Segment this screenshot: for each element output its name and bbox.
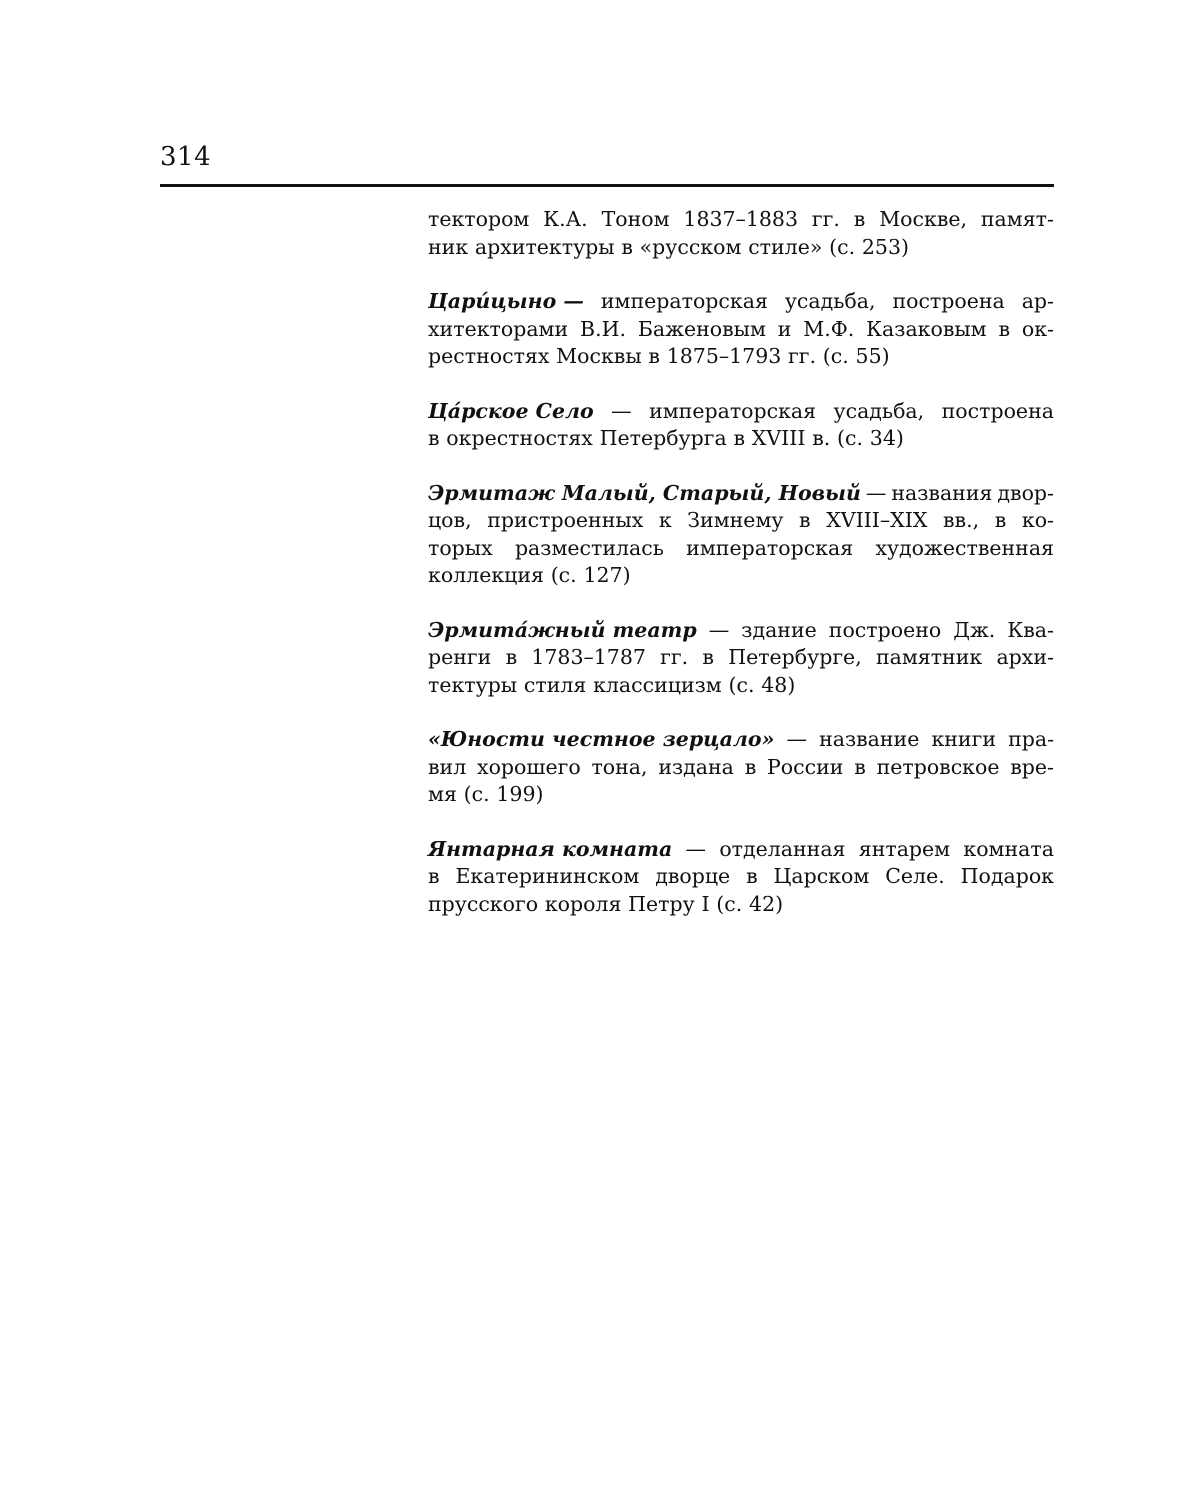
entry-line: вил хорошего тона, издана в России в петровское вре-: [428, 754, 1054, 779]
entry-line: ренги в 1783–1787 гг. в Петербурге, памятник архи-: [428, 645, 1054, 669]
entry-line: в окрестностях Петербурга в XVIII в. (с. 34): [428, 426, 904, 450]
entry-line: хитекторами В.И. Баженовым и М.Ф. Казаковым в ок-: [428, 316, 1054, 341]
glossary-entry: [428, 726, 1054, 809]
glossary-column: [428, 206, 1054, 945]
entry-line: цов, пристроенных к Зимнему в XVIII–XIX вв., в ко-: [428, 508, 1054, 532]
entry-line: «Юности честное зерцало» — название книги пра-: [428, 726, 1054, 754]
glossary-entry: [428, 288, 1054, 371]
entry-term: Янтарная комната: [428, 836, 673, 861]
entry-line: Янтарная комната — отделанная янтарем комната: [428, 836, 1054, 864]
page-number: 314: [160, 142, 212, 172]
entry-line: тектуры стиля классицизм (с. 48): [428, 672, 796, 697]
entry-line: коллекция (с. 127): [428, 563, 631, 587]
header-rule: [160, 184, 1054, 187]
entry-line: торых разместилась императорская художественная: [428, 535, 1054, 560]
glossary-entry: [428, 206, 1054, 261]
entry-term: Цари́цыно —: [428, 289, 584, 313]
entry-line: прусского короля Петру I (с. 42): [428, 891, 784, 916]
glossary-entry: [428, 480, 1054, 590]
entry-term: Эрмита́жный театр: [428, 617, 697, 642]
glossary-entry: [428, 617, 1054, 700]
entry-line: Цари́цыно — императорская усадьба, построена ар-: [428, 288, 1054, 316]
glossary-entry: [428, 836, 1054, 919]
entry-term: «Юности честное зерцало»: [428, 727, 775, 751]
entry-term: Эрмитаж Малый, Старый, Новый: [428, 480, 861, 505]
entry-line: в Екатерининском дворце в Царском Селе. Подарок: [428, 864, 1054, 888]
entry-line: Ца́рское Село — императорская усадьба, построена: [428, 398, 1054, 426]
entry-line: мя (с. 199): [428, 782, 544, 806]
entry-line: ник архитектуры в «русском стиле» (с. 253): [428, 234, 910, 259]
entry-line: Эрмита́жный театр — здание построено Дж. Ква-: [428, 617, 1054, 645]
entry-line: тектором К.А. Тоном 1837–1883 гг. в Москве, памят-: [428, 207, 1054, 231]
entry-line: рестностях Москвы в 1875–1793 гг. (с. 55): [428, 344, 890, 368]
entry-line: Эрмитаж Малый, Старый, Новый — названия двор-: [428, 480, 1054, 508]
entry-term: Ца́рское Село: [428, 398, 594, 423]
glossary-entry: [428, 398, 1054, 453]
